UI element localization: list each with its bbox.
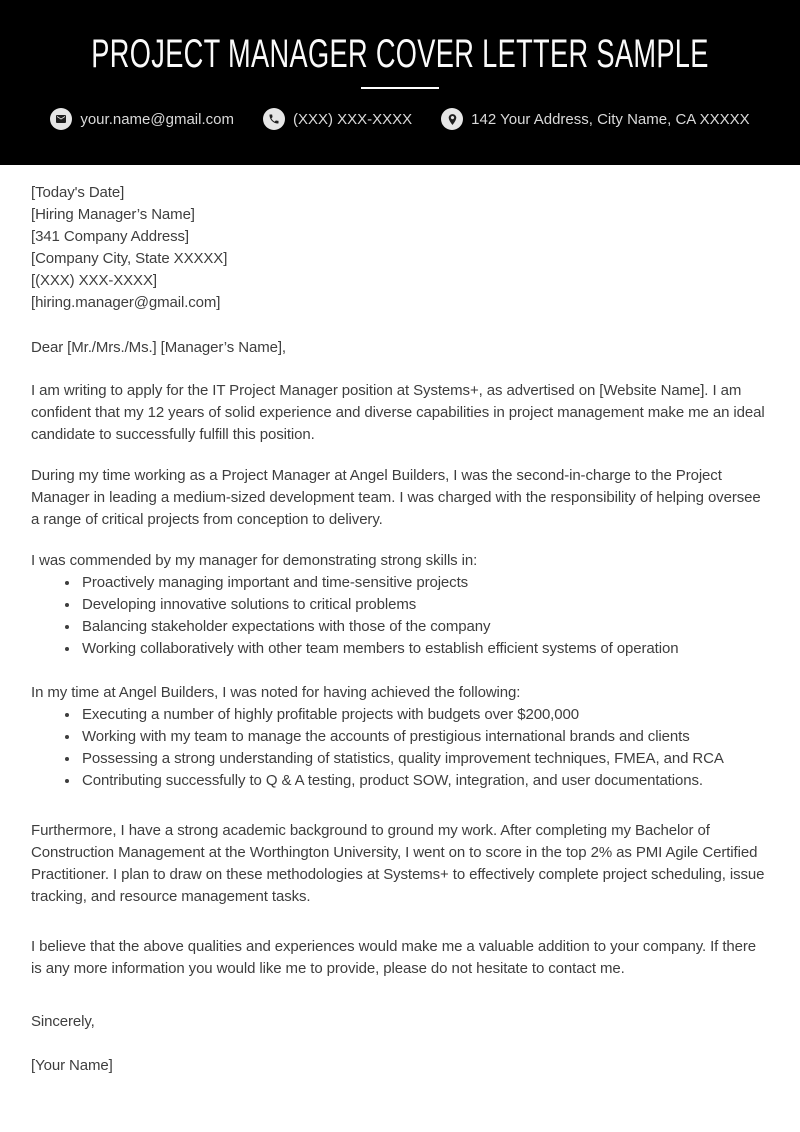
recipient-block — [31, 204, 769, 314]
contact-email-text: your.name@gmail.com — [80, 110, 234, 128]
list-item: • Executing a number of highly profitable projects with budgets over $200,000 — [80, 704, 769, 726]
signature: [Your Name] — [31, 1057, 113, 1074]
recipient-line: [Company City, State XXXXX] — [31, 250, 228, 267]
intro-paragraph: I am writing to apply for the IT Project Manager position at Systems+, as advertised on [Website Name]. I am confident that my 12 years of solid experience and diverse capabilities in project management make me an ideal candidate to successfully fulfill this position. — [31, 382, 765, 443]
recipient-line: [Hiring Manager’s Name] — [31, 206, 195, 223]
list-item: • Balancing stakeholder expectations with those of the company — [80, 616, 769, 638]
contact-phone — [263, 108, 412, 130]
signoff: Sincerely, — [31, 1013, 95, 1030]
academic-paragraph: Furthermore, I have a strong academic background to ground my work. After completing my Bachelor of Construction Management at the Worthington University, I went on to score in the top 2% as PMI Agile Certified Practitioner. I plan to draw on these methodologies at Systems+ to effectively complete project scheduling, issue tracking, and resource management tasks. — [31, 822, 765, 905]
skills-intro: I was commended by my manager for demonstrating strong skills in: — [31, 552, 478, 569]
title-divider — [361, 87, 439, 89]
skills-list — [31, 572, 769, 660]
email-icon — [50, 108, 72, 130]
achievements-list — [31, 704, 769, 792]
location-icon — [441, 108, 463, 130]
list-item: • Developing innovative solutions to critical problems — [80, 594, 769, 616]
phone-icon — [263, 108, 285, 130]
list-item: • Proactively managing important and time-sensitive projects — [80, 572, 769, 594]
achievements-intro: In my time at Angel Builders, I was noted for having achieved the following: — [31, 684, 521, 701]
recipient-line: [hiring.manager@gmail.com] — [31, 294, 221, 311]
closing-paragraph: I believe that the above qualities and experiences would make me a valuable addition to your company. If there is any more information you would like me to provide, please do not hesitate to contact me. — [31, 938, 757, 977]
contact-phone-text: (XXX) XXX-XXXX — [292, 110, 413, 128]
list-item: • Contributing successfully to Q & A testing, product SOW, integration, and user documentations. — [80, 770, 769, 792]
list-item: • Working with my team to manage the accounts of prestigious international brands and clients — [80, 726, 769, 748]
contact-bar — [50, 108, 749, 130]
list-item: • Working collaboratively with other team members to establish efficient systems of operation — [80, 638, 769, 660]
contact-address — [441, 108, 749, 130]
salutation: Dear [Mr./Mrs./Ms.] [Manager’s Name], — [31, 339, 286, 356]
recipient-line: [341 Company Address] — [31, 228, 189, 245]
contact-email — [50, 108, 234, 130]
date-line: [Today's Date] — [31, 184, 125, 201]
letter-body — [0, 165, 800, 1077]
letter-header — [0, 0, 800, 165]
experience-paragraph: During my time working as a Project Manager at Angel Builders, I was the second-in-charge to the Project Manager in leading a medium-sized development team. I was charged with the responsibility of helping oversee a range of critical projects from conception to delivery. — [31, 467, 761, 528]
contact-address-text: 142 Your Address, City Name, CA XXXXX — [471, 110, 750, 128]
page-title: PROJECT MANAGER COVER LETTER SAMPLE — [91, 32, 709, 76]
list-item: • Possessing a strong understanding of statistics, quality improvement techniques, FMEA, and RCA — [80, 748, 769, 770]
recipient-line: [(XXX) XXX-XXXX] — [31, 272, 157, 289]
